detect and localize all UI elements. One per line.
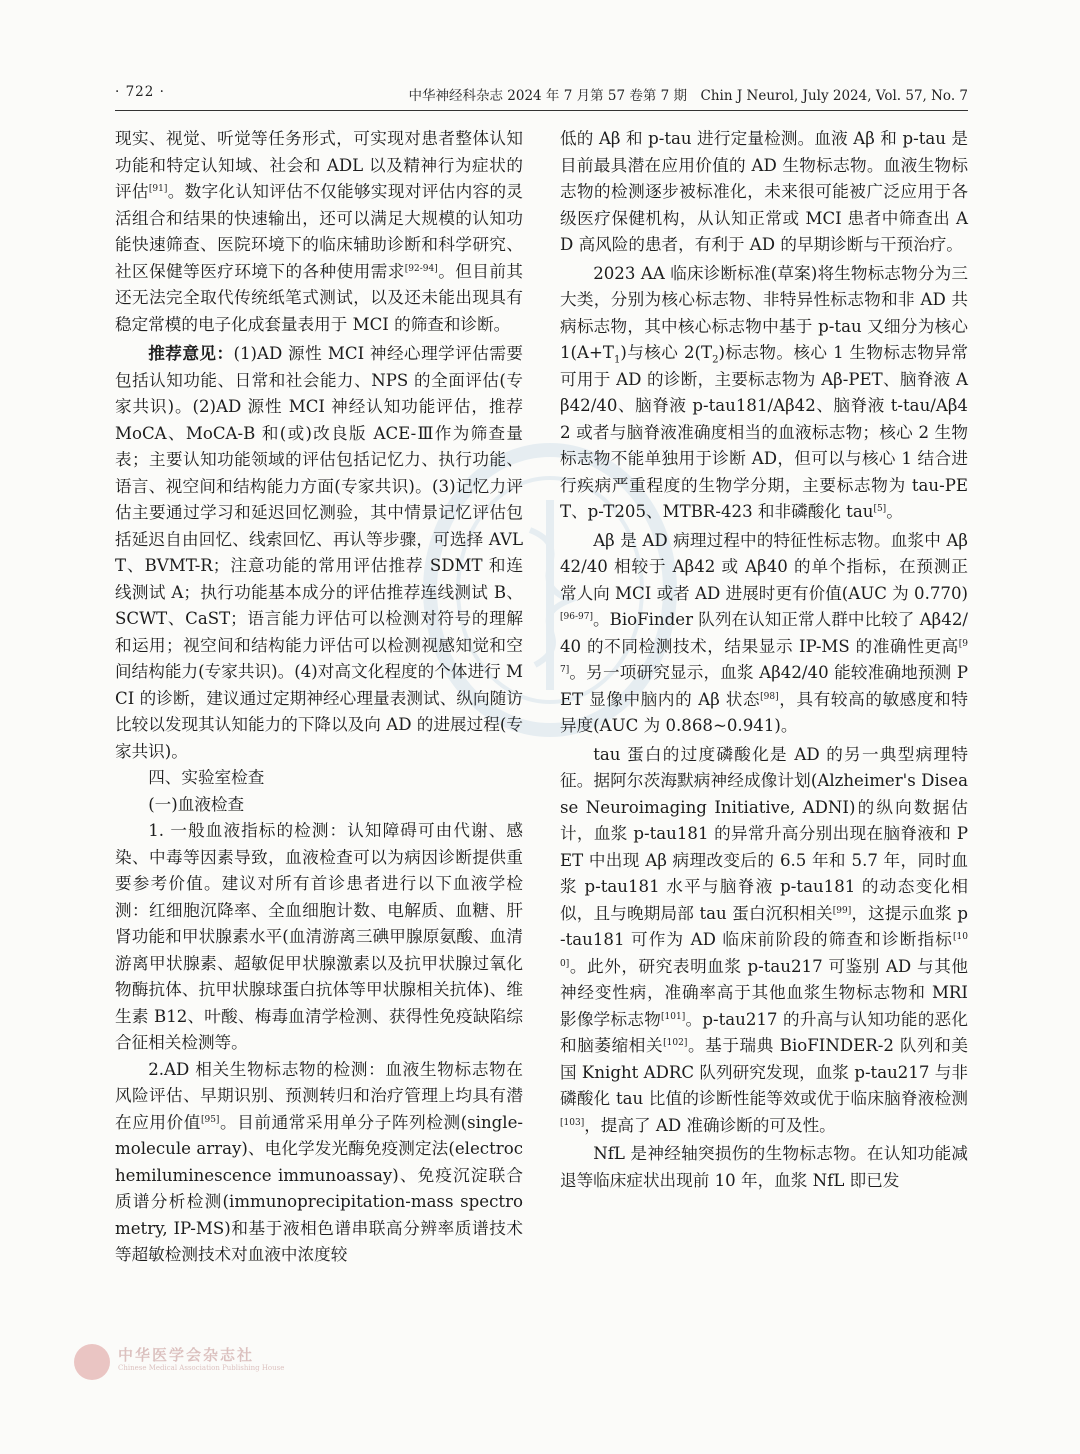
- publisher-name-en: Chinese Medical Association Publishing House: [118, 1364, 285, 1372]
- paragraph: tau 蛋白的过度磷酸化是 AD 的另一典型病理特征。据阿尔茨海默病神经成像计划(Alzheimer's Disease Neuroimaging Initiative, ADNI)的纵向数据估计，血浆 p-tau181 的异常升高分别出现在脑脊液和 PET 中出现 Aβ 病理改变后的 6.5 年和 5.7 年，同时血浆 p-tau181 水平与脑脊液 p-tau181 的动态变化相似，且与晚期局部 tau 蛋白沉积相关[99]，这提示血浆 p-tau181 可作为 AD 临床前阶段的筛查和诊断指标[100]。此外，研究表明血浆 p-tau217 可鉴别 AD 与其他神经变性病，准确率高于其他血浆生物标志物和 MRI 影像学标志物[101]。p-tau217 的升高与认知功能的恶化和脑萎缩相关[102]。基于瑞典 BioFINDER-2 队列和美国 Knight ADRC 队列研究发现，血浆 p-tau217 与非磷酸化 tau 比值的诊断性能等效或优于临床脑脊液检测[103]，提高了 AD 准确诊断的可及性。: [560, 744, 968, 1135]
- header-rule: [115, 110, 968, 111]
- publisher-name: 中华医学会杂志社: [118, 1346, 255, 1364]
- page-number: · 722 ·: [115, 84, 165, 100]
- paragraph: 现实、视觉、听觉等任务形式，可实现对患者整体认知功能和特定认知域、社会和 ADL 以及精神行为症状的评估[91]。数字化认知评估不仅能够实现对评估内容的灵活组合和结果的快速输出，还可以满足大规模的认知功能快速筛查、医院环境下的临床辅助诊断和科学研究、社区保健等医疗环境下的各种使用需求[92-94]。但目前其还无法完全取代传统纸笔式测试，以及还未能出现具有稳定常模的电子化成套量表用于 MCI 的筛查和诊断。: [115, 129, 524, 334]
- paragraph: Aβ 是 AD 病理过程中的特征性标志物。血浆中 Aβ42/40 相较于 Aβ42 或 Aβ40 的单个指标，在预测正常人向 MCI 或者 AD 进展时更有价值(AUC 为 0.770)[96-97]。BioFinder 队列在认知正常人群中比较了 Aβ42/40 的不同检测技术，结果显示 IP-MS 的准确性更高[97]。另一项研究显示，血浆 Aβ42/40 能较准确地预测 PET 显像中脑内的 Aβ 状态[98]，具有较高的敏感度和特异度(AUC 为 0.868~0.941)。: [560, 530, 969, 735]
- left-column: [115, 126, 523, 1269]
- right-column: [560, 126, 968, 1194]
- paragraph: NfL 是神经轴突损伤的生物标志物。在认知功能减退等临床症状出现前 10 年，血浆 NfL 即已发: [560, 1144, 968, 1190]
- section-heading: 四、实验室检查: [148, 768, 265, 787]
- recommendation-paragraph: 推荐意见：(1)AD 源性 MCI 神经心理学评估需要包括认知功能、日常和社会能力、NPS 的全面评估(专家共识)。(2)AD 源性 MCI 神经认知功能评估，推荐 MoCA、MoCA-B 和(或)改良版 ACE-Ⅲ作为筛查量表；主要认知功能领域的评估包括记忆力、执行功能、语言、视空间和结构能力方面(专家共识)。(3)记忆力评估主要通过学习和延迟回忆测验，其中情景记忆评估包括延迟自由回忆、线索回忆、再认等步骤，可选择 AVLT、BVMT-R；注意功能的常用评估推荐 SDMT 和连线测试 A；执行功能基本成分的评估推荐连线测试 B、SCWT、CaST；语言能力评估可以检测对符号的理解和运用；视空间和结构能力评估可以检测视感知觉和空间结构能力(专家共识)。(4)对高文化程度的个体进行 MCI 的诊断，建议通过定期神经心理量表测试、纵向随访比较以发现其认知能力的下降以及向 AD 的进展过程(专家共识)。: [115, 343, 524, 761]
- publisher-logo-icon: [74, 1344, 110, 1380]
- journal-citation: 中华神经科杂志 2024 年 7 月第 57 卷第 7 期 Chin J Neurol, July 2024, Vol. 57, No. 7: [408, 88, 968, 104]
- paragraph: 2.AD 相关生物标志物的检测：血液生物标志物在风险评估、早期识别、预测转归和治疗管理上均具有潜在应用价值[95]。目前通常采用单分子阵列检测(single-molecule array)、电化学发光酶免疫测定法(electrochemiluminescence immunoassay)、免疫沉淀联合质谱分析检测(immunoprecipitation-mass spectrometry, IP-MS)和基于液相色谱串联高分辨率质谱技术等超敏检测技术对血液中浓度较: [115, 1059, 524, 1264]
- publisher-logo: [74, 1342, 414, 1382]
- recommendation-label: 推荐意见：: [148, 343, 234, 363]
- subsection-heading: (一)血液检查: [148, 794, 245, 814]
- page-header: [115, 84, 968, 108]
- paragraph: 低的 Aβ 和 p-tau 进行定量检测。血液 Aβ 和 p-tau 是目前最具潜在应用价值的 AD 生物标志物。血液生物标志物的检测逐步被标准化，未来很可能被广泛应用于各级医疗保健机构，从认知正常或 MCI 患者中筛查出 AD 高风险的患者，有利于 AD 的早期诊断与干预治疗。: [560, 129, 968, 254]
- paragraph: 1. 一般血液指标的检测：认知障碍可由代谢、感染、中毒等因素导致，血液检查可以为病因诊断提供重要参考价值。建议对所有首诊患者进行以下血液学检测：红细胞沉降率、全血细胞计数、电解质、血糖、肝肾功能和甲状腺素水平(血清游离三碘甲腺原氨酸、血清游离甲状腺素、超敏促甲状腺激素以及抗甲状腺过氧化物酶抗体、抗甲状腺球蛋白抗体等甲状腺相关抗体)、维生素 B12、叶酸、梅毒血清学检测、获得性免疫缺陷综合征相关检测等。: [115, 821, 523, 1052]
- paragraph: 2023 AA 临床诊断标准(草案)将生物标志物分为三大类，分别为核心标志物、非特异性标志物和非 AD 共病标志物，其中核心标志物中基于 p-tau 又细分为核心 $1(A+T_1)$与核心 $2(T_2)$标志物。核心 1 生物标志物异常可用于 AD 的诊断，主要标志物为 Aβ-PET、脑脊液 Aβ42/40、脑脊液 p-tau181/Aβ42、脑脊液 t-tau/Aβ42 或者与脑脊液准确度相当的血液标志物；核心 2 生物标志物不能单独用于诊断 AD，但可以与核心 1 结合进行疾病严重程度的生物学分期，主要标志物为 tau-PET、p-T205、MTBR-423 和非磷酸化 tau[5]。: [560, 263, 968, 521]
